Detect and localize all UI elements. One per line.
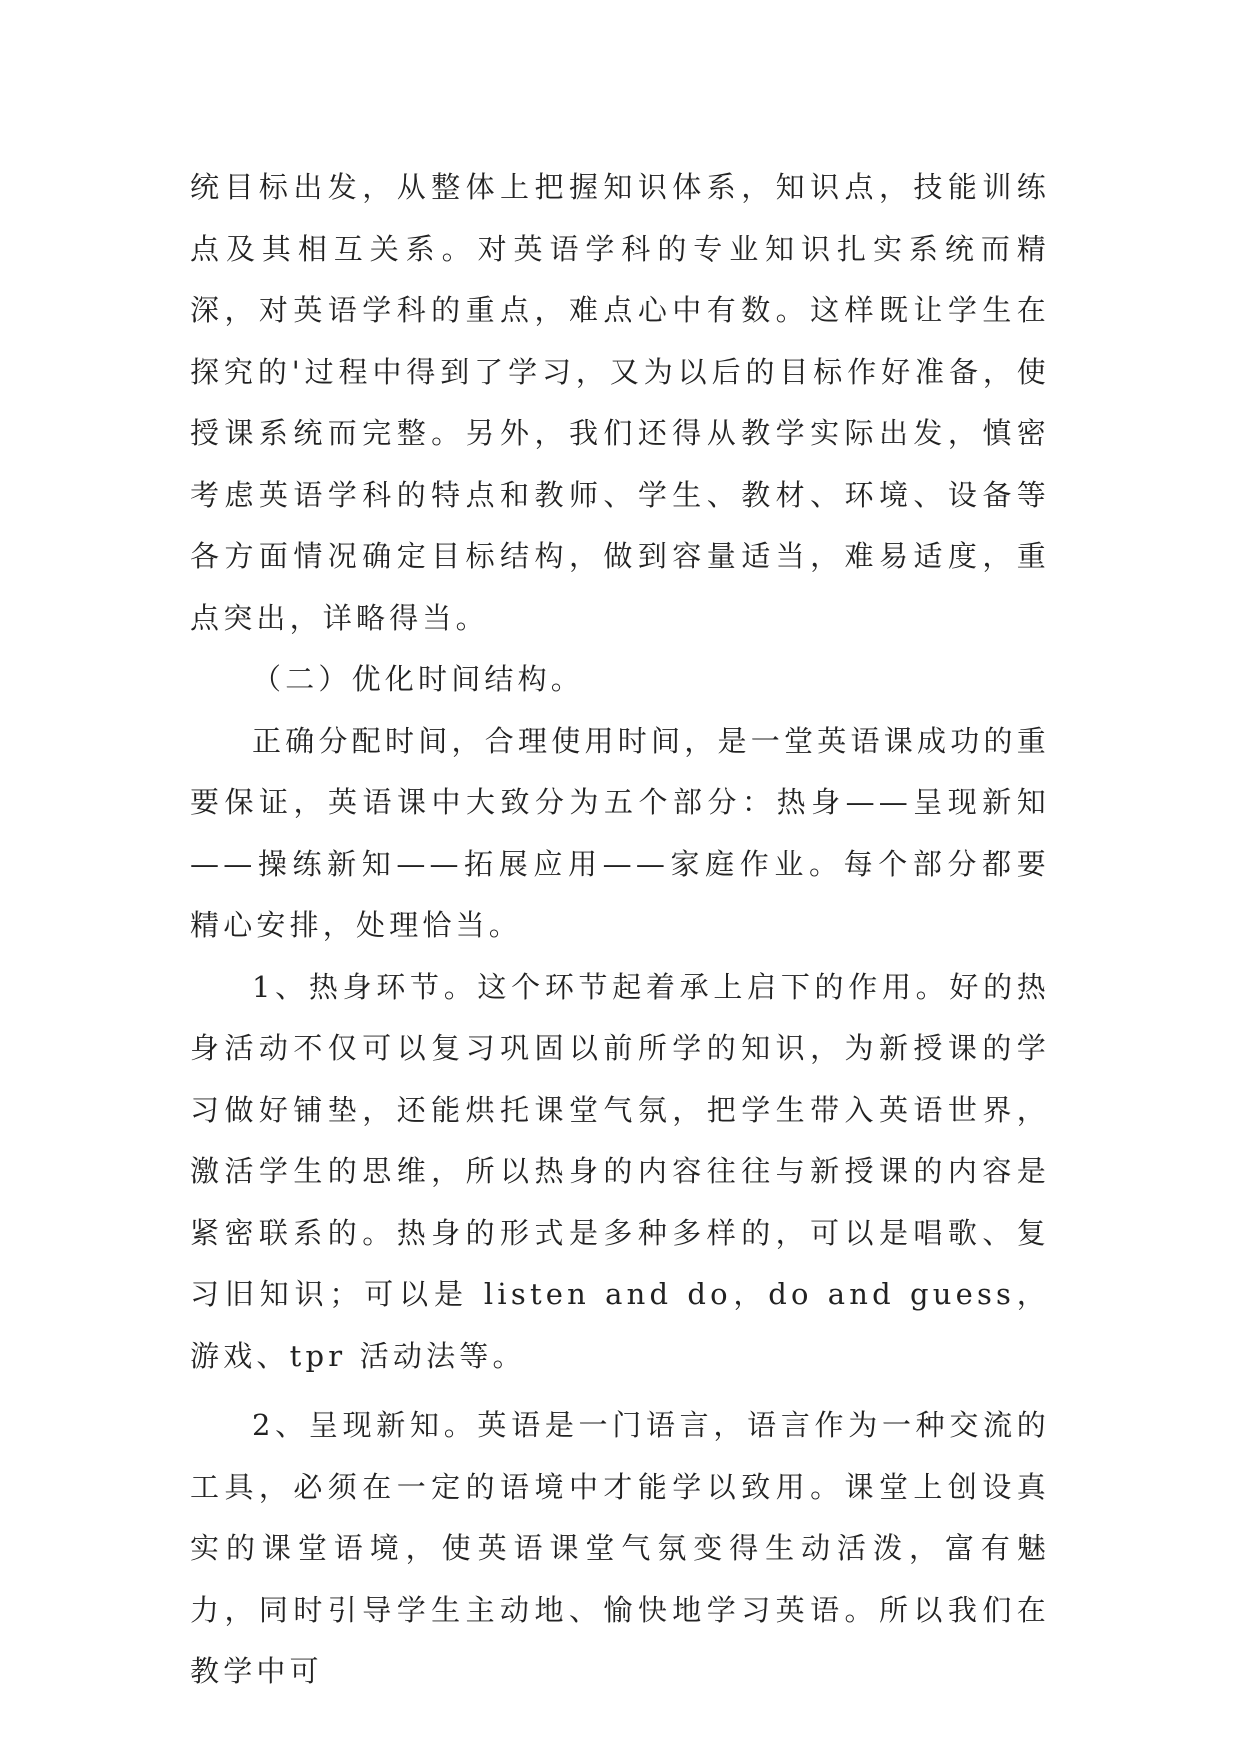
paragraph-warm-up: 1、热身环节。这个环节起着承上启下的作用。好的热身活动不仅可以复习巩固以前所学的知识，为新授课的学习做好铺垫，还能烘托课堂气氛，把学生带入英语世界，激活学生的思维，所以热身的内容往往与新授课的内容是紧密联系的。热身的形式是多种多样的，可以是唱歌、复习旧知识；可以是 listen and do，do and guess，游戏、tpr 活动法等。 bbox=[190, 969, 1050, 1373]
section-heading-time-structure: （二）优化时间结构。 bbox=[252, 662, 585, 696]
document-body bbox=[190, 157, 1050, 1703]
paragraph-present-new-knowledge: 2、呈现新知。英语是一门语言，语言作为一种交流的工具，必须在一定的语境中才能学以致用。课堂上创设真实的课堂语境，使英语课堂气氛变得生动活泼，富有魅力，同时引导学生主动地、愉快地学习英语。所以我们在教学中可 bbox=[190, 1408, 1050, 1688]
paragraph-goal-structure: 统目标出发，从整体上把握知识体系，知识点，技能训练点及其相互关系。对英语学科的专业知识扎实系统而精深，对英语学科的重点，难点心中有数。这样既让学生在探究的'过程中得到了学习，又为以后的目标作好准备，使授课系统而完整。另外，我们还得从教学实际出发，慎密考虑英语学科的特点和教师、学生、教材、环境、设备等各方面情况确定目标结构，做到容量适当，难易适度，重点突出，详略得当。 bbox=[190, 170, 1050, 635]
paragraph-time-allocation: 正确分配时间，合理使用时间，是一堂英语课成功的重要保证，英语课中大致分为五个部分：热身——呈现新知——操练新知——拓展应用——家庭作业。每个部分都要精心安排，处理恰当。 bbox=[190, 723, 1050, 942]
